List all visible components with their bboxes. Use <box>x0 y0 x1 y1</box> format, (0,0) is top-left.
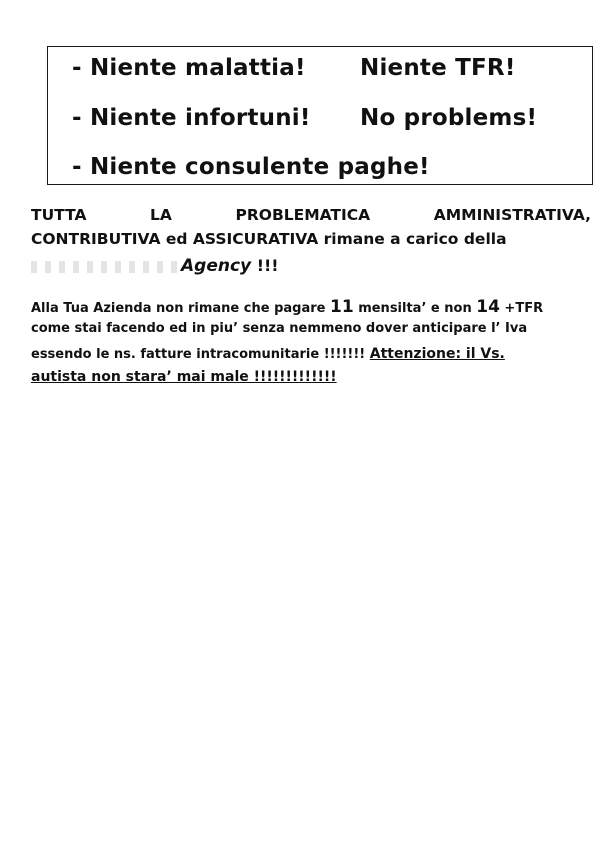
no-problems-text: No problems! <box>360 105 538 131</box>
word-tutta: TUTTA <box>31 206 87 224</box>
exclamation-text: !!! <box>251 256 279 275</box>
word-amministrativa: AMMINISTRATIVA, <box>433 206 591 224</box>
admin-paragraph-line-3 <box>31 256 591 276</box>
fourteen-number: 14 <box>476 297 500 317</box>
box-row-1 <box>72 55 516 81</box>
text-fragment: +TFR <box>499 301 544 316</box>
attention-underlined-text: Attenzione: il Vs. <box>369 346 505 362</box>
word-problematica: PROBLEMATICA <box>235 206 371 224</box>
word-la: LA <box>150 206 172 224</box>
box-row-3 <box>72 154 430 180</box>
cost-paragraph-line-3 <box>31 346 591 362</box>
cost-paragraph-line-4 <box>31 369 591 385</box>
redacted-company-name <box>31 261 177 273</box>
text-fragment: Alla Tua Azienda non rimane che pagare <box>31 301 330 316</box>
eleven-number: 11 <box>330 297 354 317</box>
admin-paragraph-line-2: CONTRIBUTIVA ed ASSICURATIVA rimane a carico della <box>31 230 507 248</box>
text-fragment: mensilta’ e non <box>353 301 477 316</box>
text-fragment: essendo le ns. fatture intracomunitarie !!!!!!! <box>31 347 370 362</box>
cost-paragraph-line-1 <box>31 297 591 317</box>
no-sick-leave-text: - Niente malattia! <box>72 55 306 81</box>
no-payroll-consultant-text: - Niente consulente paghe! <box>72 154 430 180</box>
driver-underlined-text: autista non stara’ mai male !!!!!!!!!!!!! <box>31 369 337 385</box>
no-injuries-text: - Niente infortuni! <box>72 105 311 131</box>
no-tfr-text: Niente TFR! <box>360 55 516 81</box>
highlight-box <box>47 46 593 185</box>
cost-paragraph-line-2: come stai facendo ed in piu’ senza nemmeno dover anticipare l’ Iva <box>31 321 528 336</box>
box-row-2 <box>72 105 538 131</box>
admin-paragraph-line-1 <box>31 206 591 224</box>
agency-name-text: Agency <box>181 256 252 276</box>
